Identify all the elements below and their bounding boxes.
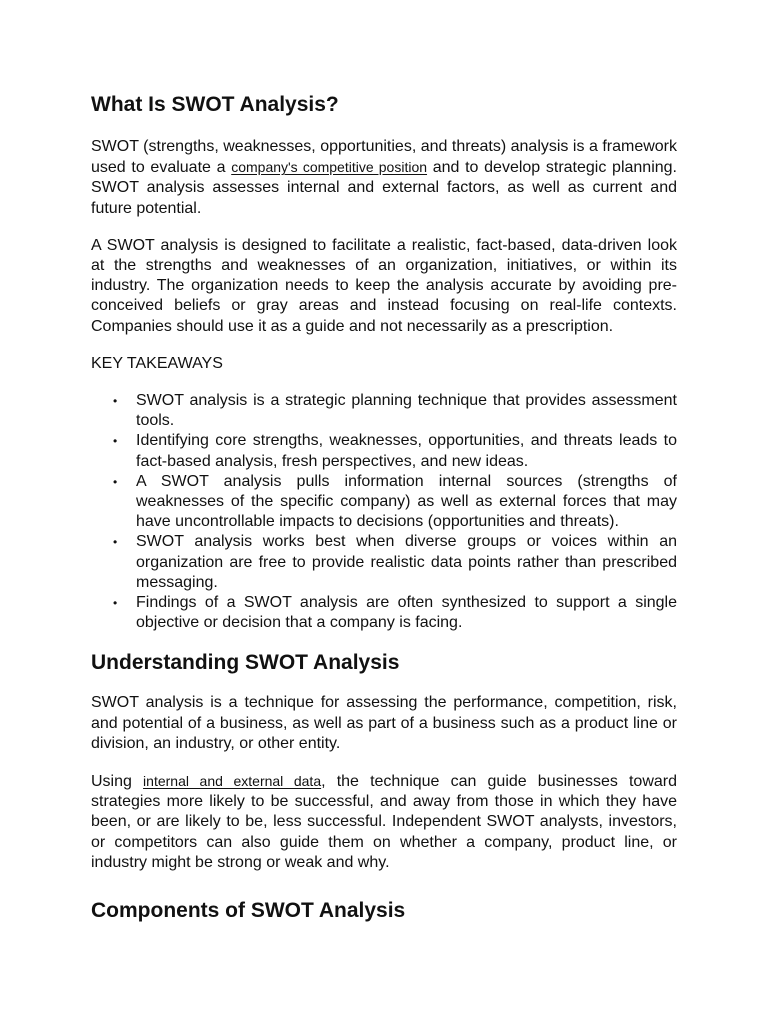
- bullet-icon: •: [113, 474, 118, 489]
- list-item-text: A SWOT analysis pulls information internal sources (strengths of weaknesses of the specific company) as well as external forces that may have uncontrollable impacts to decisions (opportunities and threats).: [136, 472, 677, 531]
- paragraph-understanding-1: SWOT analysis is a technique for assessing the performance, competition, risk, and potential of a business, as well as part of a business such as a product line or division, an industry, or other entity.: [91, 694, 677, 752]
- list-item: [91, 391, 677, 431]
- paragraph-text: SWOT (strengths, weaknesses, opportunities, and threats) analysis is a framework used to evaluate a: [91, 138, 677, 177]
- paragraph-swot-definition: [91, 137, 677, 219]
- key-takeaways-label: KEY TAKEAWAYS: [91, 354, 223, 372]
- key-takeaways-list: [91, 391, 677, 633]
- bullet-icon: •: [113, 394, 118, 409]
- section-title-components-swot: Components of SWOT Analysis: [91, 899, 406, 923]
- bullet-icon: •: [113, 596, 118, 611]
- list-item: [91, 532, 677, 593]
- list-item: [91, 472, 677, 533]
- list-item-text: Identifying core strengths, weaknesses, opportunities, and threats leads to fact-based analysis, fresh perspectives, and new ideas.: [136, 432, 677, 470]
- paragraph-swot-purpose: A SWOT analysis is designed to facilitate a realistic, fact-based, data-driven look at the strengths and weaknesses of an organization, initiatives, or within its industry. The organization needs to keep the analysis accurate by avoiding pre-conceived beliefs or gray areas and instead focusing on real-life contexts. Companies should use it as a guide and not necessarily as a prescription.: [91, 236, 677, 335]
- paragraph-text: Using: [91, 773, 144, 791]
- list-item-text: SWOT analysis works best when diverse groups or voices within an organization are free to provide realistic data points rather than prescribed messaging.: [136, 533, 677, 591]
- document-page: [91, 0, 677, 924]
- section-title-understanding-swot: Understanding SWOT Analysis: [91, 651, 400, 675]
- bullet-icon: •: [113, 434, 118, 449]
- paragraph-text: and to develop strategic planning. SWOT analysis assesses internal and external factors, as well as current and future potential.: [91, 159, 677, 217]
- paragraph-understanding-2: [91, 771, 677, 873]
- paragraph-text: , the technique can guide businesses toward strategies more likely to be successful, and away from those in which they have been, or are likely to be, less successful. Independent SWOT analysts, investors, or competitors can also guide them on whether a company, product line, or industry might be strong or weak and why.: [91, 773, 677, 871]
- list-item-text: SWOT analysis is a strategic planning technique that provides assessment tools.: [136, 392, 677, 430]
- list-item: [91, 593, 677, 633]
- list-item: [91, 431, 677, 471]
- link-internal-external-data[interactable]: internal and external data: [143, 773, 322, 790]
- list-item-text: Findings of a SWOT analysis are often synthesized to support a single objective or decision that a company is facing.: [136, 594, 677, 632]
- link-competitive-position[interactable]: company's competitive position: [231, 159, 428, 176]
- section-title-what-is-swot: What Is SWOT Analysis?: [91, 93, 339, 116]
- bullet-icon: •: [113, 535, 118, 550]
